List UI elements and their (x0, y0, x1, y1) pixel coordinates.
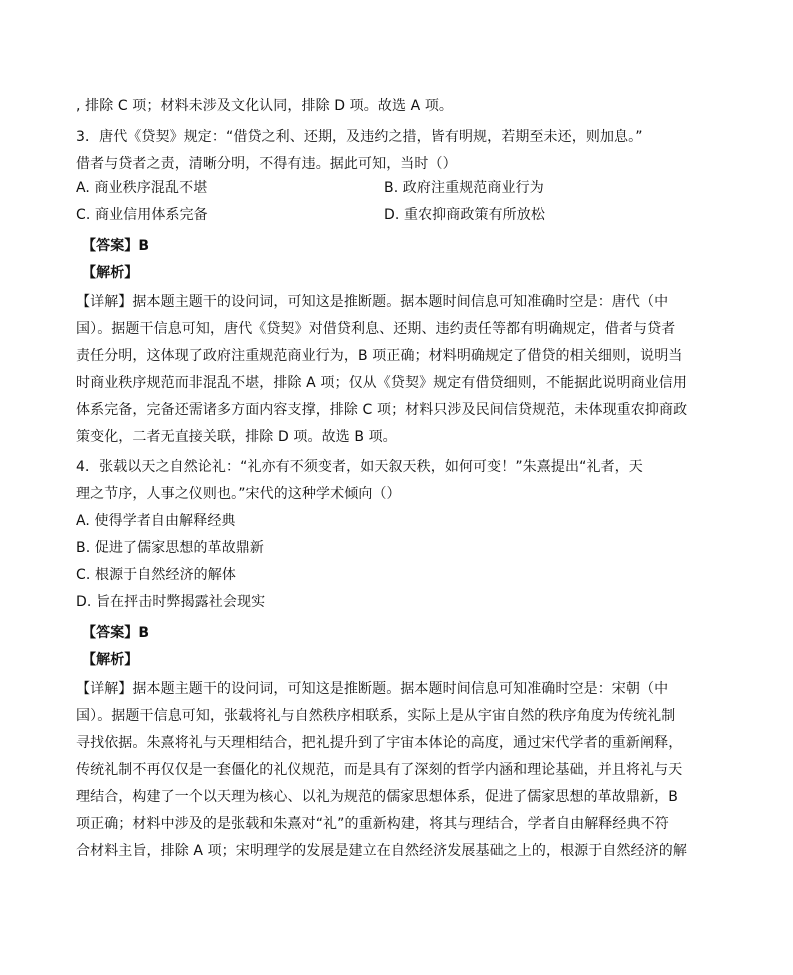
q3-option-c: C. 商业信用体系完备 (76, 207, 208, 223)
q4-option-d: D. 旨在抨击时弊揭露社会现实 (76, 594, 266, 610)
q4-option-c: C. 根源于自然经济的解体 (76, 567, 236, 583)
q3-detail-line: 国）。据题干信息可知，唐代《贷契》对借贷利息、还期、违约责任等都有明确规定，借者与贷者 (76, 321, 676, 337)
q3-option-d: D. 重农抑商政策有所放松 (384, 207, 545, 223)
q4-detail-line: 项正确；材料中涉及的是张载和朱熹对“礼”的重新构建，将其与理结合，学者自由解释经典不符 (76, 816, 669, 832)
q3-detail-line: 体系完备，完备还需诸多方面内容支撑，排除 C 项；材料只涉及民间信贷规范，未体现重农抑商政 (76, 402, 688, 418)
q3-option-b: B. 政府注重规范商业行为 (384, 180, 544, 196)
q4-detail-line: 传统礼制不再仅仅是一套僵化的礼仪规范，而是具有了深刻的哲学内涵和理论基础，并且将礼与天 (76, 762, 683, 778)
q4-detail-line: 国）。据题干信息可知，张载将礼与自然秩序相联系，实际上是从宇宙自然的秩序角度为传统礼制 (76, 708, 676, 724)
q3-detail-line: 责任分明，这体现了政府注重规范商业行为，B 项正确；材料明确规定了借贷的相关细则，说明当 (76, 348, 683, 364)
q4-stem-line1: 4．张载以天之自然论礼：“礼亦有不须变者，如天叙天秩，如何可变！”朱熹提出“礼者，天 (76, 459, 643, 475)
q4-answer: 【答案】B (82, 625, 150, 641)
q3-detail-line: 策变化，二者无直接关联，排除 D 项。故选 B 项。 (76, 429, 397, 445)
q4-detail-line: 【详解】据本题主题干的设问词，可知这是推断题。据本题时间信息可知准确时空是：宋朝（中 (76, 681, 669, 697)
q3-answer: 【答案】B (82, 238, 150, 254)
q4-stem-line2: 理之节序，人事之仪则也。”宋代的这种学术倾向（） (76, 486, 401, 502)
q4-detail-line: 理结合，构建了一个以天理为核心、以礼为规范的儒家思想体系，促进了儒家思想的革故鼎新，B (76, 789, 678, 805)
q4-detail-line: 合材料主旨，排除 A 项；宋明理学的发展是建立在自然经济发展基础之上的，根源于自然经济的解 (76, 843, 687, 859)
q4-option-a: A. 使得学者自由解释经典 (76, 513, 236, 529)
q4-detail-line: 寻找依据。朱熹将礼与天理相结合，把礼提升到了宇宙本体论的高度，通过宋代学者的重新阐释， (76, 735, 683, 751)
q3-detail-line: 时商业秩序规范而非混乱不堪，排除 A 项；仅从《贷契》规定有借贷细则，不能据此说明商业信用 (76, 375, 687, 391)
q3-detail-line: 【详解】据本题主题干的设问词，可知这是推断题。据本题时间信息可知准确时空是：唐代（中 (76, 294, 669, 310)
q2-tail-text: , 排除 C 项；材料未涉及文化认同，排除 D 项。故选 A 项。 (76, 98, 454, 114)
q3-analysis-label: 【解析】 (82, 265, 139, 281)
q4-option-b: B. 促进了儒家思想的革故鼎新 (76, 540, 265, 556)
q3-stem-line2: 借者与贷者之责，清晰分明，不得有违。据此可知，当时（） (76, 156, 457, 172)
q3-stem-line1: 3．唐代《贷契》规定：“借贷之利、还期，及违约之措，皆有明规，若期至未还，则加息。” (76, 129, 643, 145)
q3-option-a: A. 商业秩序混乱不堪 (76, 180, 208, 196)
q4-analysis-label: 【解析】 (82, 652, 139, 668)
